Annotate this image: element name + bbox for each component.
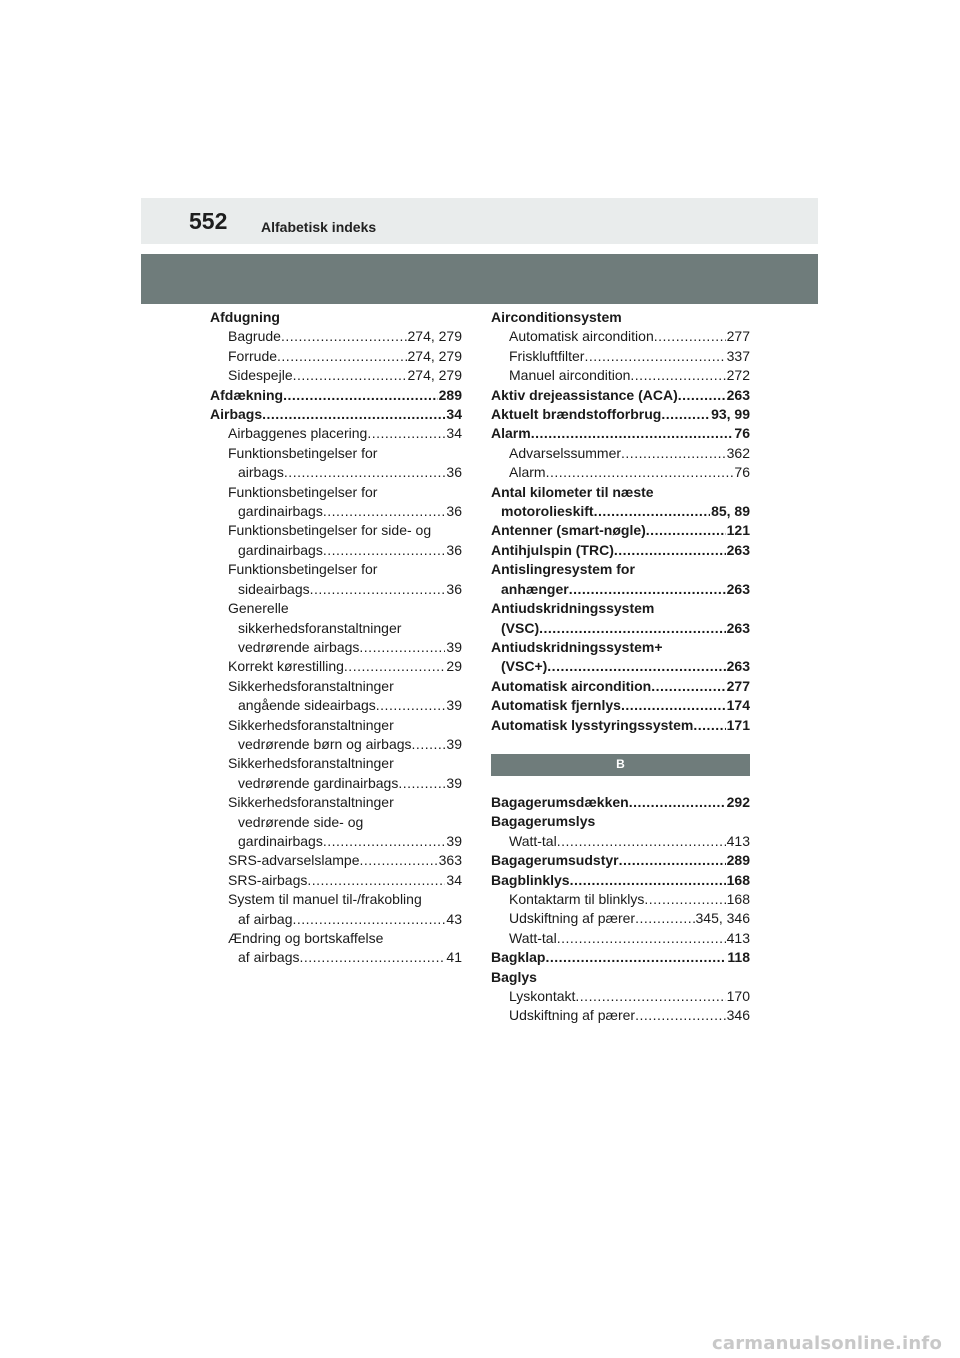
dot-leader bbox=[661, 405, 710, 424]
entry-text: Watt-tal bbox=[509, 832, 557, 849]
page-reference: 362 bbox=[726, 444, 750, 461]
index-entry bbox=[491, 521, 750, 540]
page-reference: 168 bbox=[726, 871, 750, 888]
entry-text: Afdækning bbox=[210, 386, 284, 403]
entry-text: Sikkerhedsforanstaltninger bbox=[228, 716, 394, 733]
index-column-left bbox=[210, 308, 462, 968]
dot-leader bbox=[557, 929, 726, 948]
dot-leader bbox=[412, 735, 446, 754]
page-reference: 39 bbox=[446, 832, 462, 849]
entry-text: Sikkerhedsforanstaltninger bbox=[228, 677, 394, 694]
entry-text: Bagagerumslys bbox=[491, 813, 596, 830]
entry-text: Manuel aircondition bbox=[509, 367, 631, 384]
watermark: carmanualsonline.info bbox=[712, 1333, 943, 1354]
index-entry bbox=[210, 386, 462, 405]
index-subentry bbox=[491, 463, 750, 482]
dot-leader bbox=[359, 638, 445, 657]
page-reference: 413 bbox=[726, 832, 750, 849]
dot-leader bbox=[651, 677, 725, 696]
dot-leader bbox=[654, 327, 726, 346]
page-reference: 289 bbox=[438, 386, 462, 403]
index-entry bbox=[491, 871, 750, 890]
entry-text: vedrørende airbags bbox=[238, 638, 360, 655]
dot-leader bbox=[584, 347, 725, 366]
entry-text: Alarm bbox=[491, 425, 531, 442]
dot-leader bbox=[281, 327, 407, 346]
entry-text: Advarselssummer bbox=[509, 444, 622, 461]
entry-text: System til manuel til-/frakobling bbox=[228, 891, 422, 908]
entry-text: Funktionsbetingelser for side- og bbox=[228, 522, 432, 539]
entry-text: Aktiv drejeassistance (ACA) bbox=[491, 386, 678, 403]
entry-text: Korrekt kørestilling bbox=[228, 658, 344, 675]
index-entry bbox=[491, 968, 750, 987]
entry-text: Generelle bbox=[228, 600, 289, 617]
entry-text: anhænger bbox=[501, 580, 569, 597]
dot-leader bbox=[547, 657, 725, 676]
entry-text: Udskiftning af pærer bbox=[509, 1007, 636, 1024]
dot-leader bbox=[614, 541, 726, 560]
dot-leader bbox=[299, 948, 445, 967]
page-reference: 168 bbox=[726, 890, 750, 907]
index-subentry bbox=[210, 851, 462, 870]
entry-text: Udskiftning af pærer bbox=[509, 910, 636, 927]
index-subentry bbox=[210, 521, 462, 560]
entry-text: Airbags bbox=[210, 406, 263, 423]
entry-text: Antiudskridningssystem+ bbox=[491, 638, 663, 655]
entry-text: Automatisk fjernlys bbox=[491, 697, 621, 714]
section-title: Alfabetisk indeks bbox=[261, 219, 377, 235]
entry-text: SRS-airbags bbox=[228, 871, 308, 888]
entry-text: (VSC+) bbox=[501, 658, 548, 675]
entry-text: Bagrude bbox=[228, 328, 281, 345]
index-subentry bbox=[491, 929, 750, 948]
page-reference: 263 bbox=[726, 386, 750, 403]
dot-leader bbox=[629, 793, 726, 812]
index-subentry bbox=[210, 677, 462, 716]
page-reference: 274, 279 bbox=[407, 367, 462, 384]
entry-text: Funktionsbetingelser for bbox=[228, 561, 378, 578]
entry-text: angående sideairbags bbox=[238, 697, 376, 714]
page-reference: 85, 89 bbox=[711, 503, 750, 520]
page-reference: 76 bbox=[734, 464, 750, 481]
page-reference: 39 bbox=[446, 774, 462, 791]
entry-text: Bagagerumsudstyr bbox=[491, 852, 619, 869]
index-entry bbox=[491, 541, 750, 560]
page-reference: 43 bbox=[446, 910, 462, 927]
index-subentry bbox=[210, 560, 462, 599]
dot-leader bbox=[575, 987, 725, 1006]
entry-text: Forrude bbox=[228, 347, 278, 364]
index-subentry bbox=[210, 793, 462, 851]
entry-text: Funktionsbetingelser for bbox=[228, 483, 378, 500]
index-subentry bbox=[210, 424, 462, 443]
index-subentry bbox=[210, 327, 462, 346]
index-subentry bbox=[210, 871, 462, 890]
page-reference: 274, 279 bbox=[407, 328, 462, 345]
index-subentry bbox=[210, 890, 462, 929]
entry-text: gardinairbags bbox=[238, 832, 323, 849]
index-subentry bbox=[491, 366, 750, 385]
index-entry bbox=[491, 793, 750, 812]
entry-text: Sikkerhedsforanstaltninger bbox=[228, 755, 394, 772]
page-reference: 39 bbox=[446, 697, 462, 714]
entry-text: Airconditionsystem bbox=[491, 309, 622, 325]
index-subentry bbox=[210, 483, 462, 522]
index-entry bbox=[491, 386, 750, 405]
entry-text: motorolieskift bbox=[501, 503, 594, 520]
dot-leader bbox=[310, 580, 446, 599]
dot-leader bbox=[284, 463, 446, 482]
page-reference: 345, 346 bbox=[695, 910, 750, 927]
entry-text: Kontaktarm til blinklys bbox=[509, 890, 645, 907]
page-reference: 363 bbox=[438, 852, 462, 869]
page-reference: 337 bbox=[726, 347, 750, 364]
dot-leader bbox=[323, 502, 446, 521]
dot-leader bbox=[398, 774, 445, 793]
entry-text: gardinairbags bbox=[238, 503, 323, 520]
entry-text: vedrørende side- og bbox=[238, 813, 364, 830]
page-reference: 174 bbox=[726, 697, 750, 714]
page-reference: 41 bbox=[446, 949, 462, 966]
page-reference: 34 bbox=[446, 425, 462, 442]
entry-text: Bagklap bbox=[491, 949, 546, 966]
dot-leader bbox=[630, 366, 725, 385]
dot-leader bbox=[569, 580, 726, 599]
entry-text: Lyskontakt bbox=[509, 988, 576, 1004]
index-entry bbox=[210, 308, 462, 327]
page-reference: 118 bbox=[727, 949, 750, 966]
entry-text: Afdugning bbox=[210, 309, 280, 325]
entry-text: vedrørende gardinairbags bbox=[238, 774, 399, 791]
index-entry bbox=[491, 812, 750, 831]
page-reference: 36 bbox=[446, 503, 462, 520]
dot-leader bbox=[621, 444, 726, 463]
index-entry bbox=[491, 696, 750, 715]
page-reference: 289 bbox=[726, 852, 750, 869]
index-subentry bbox=[210, 599, 462, 657]
index-entry bbox=[491, 638, 750, 677]
index-subentry bbox=[210, 929, 462, 968]
page-reference: 274, 279 bbox=[407, 347, 462, 364]
page-reference: 29 bbox=[446, 658, 462, 675]
page-reference: 34 bbox=[446, 871, 462, 888]
dot-leader bbox=[323, 832, 446, 851]
header-band bbox=[141, 254, 818, 304]
index-subentry bbox=[491, 1006, 750, 1025]
index-subentry bbox=[491, 832, 750, 851]
entry-text: (VSC) bbox=[501, 619, 540, 636]
index-subentry bbox=[210, 657, 462, 676]
page-reference: 292 bbox=[726, 793, 750, 810]
page-reference: 36 bbox=[446, 541, 462, 558]
index-entry bbox=[491, 677, 750, 696]
index-subentry bbox=[210, 366, 462, 385]
index-entry bbox=[491, 560, 750, 599]
entry-text: Baglys bbox=[491, 968, 537, 985]
entry-text: Aktuelt brændstofforbrug bbox=[491, 406, 662, 423]
dot-leader bbox=[693, 716, 725, 735]
index-entry bbox=[491, 483, 750, 522]
page-reference: 277 bbox=[726, 328, 750, 345]
dot-leader bbox=[262, 405, 445, 424]
entry-text: af airbags bbox=[238, 949, 300, 966]
entry-text: Watt-tal bbox=[509, 929, 557, 946]
dot-leader bbox=[292, 910, 445, 929]
index-entry bbox=[491, 599, 750, 638]
page-header bbox=[141, 198, 818, 244]
index-group-b bbox=[491, 793, 750, 1026]
dot-leader bbox=[594, 502, 710, 521]
index-subentry bbox=[210, 347, 462, 366]
page-reference: 93, 99 bbox=[711, 406, 750, 423]
page-reference: 76 bbox=[734, 425, 750, 442]
dot-leader bbox=[277, 347, 406, 366]
index-entry bbox=[491, 851, 750, 870]
dot-leader bbox=[635, 909, 694, 928]
entry-text: Antal kilometer til næste bbox=[491, 483, 654, 500]
index-entry bbox=[491, 948, 750, 967]
entry-text: SRS-advarselslampe bbox=[228, 852, 360, 869]
index-subentry bbox=[210, 754, 462, 793]
dot-leader bbox=[283, 386, 438, 405]
dot-leader bbox=[546, 463, 734, 482]
page-reference: 170 bbox=[726, 988, 750, 1004]
entry-text: Automatisk lysstyringssystem bbox=[491, 716, 694, 733]
dot-leader bbox=[531, 424, 734, 443]
page-reference: 36 bbox=[446, 580, 462, 597]
entry-text: Antihjulspin (TRC) bbox=[491, 541, 614, 558]
index-subentry bbox=[491, 987, 750, 1006]
entry-text: Bagagerumsdækken bbox=[491, 793, 629, 810]
dot-leader bbox=[644, 890, 725, 909]
entry-text: Automatisk aircondition bbox=[491, 677, 652, 694]
page-reference: 272 bbox=[726, 367, 750, 384]
index-group-a bbox=[491, 308, 750, 735]
page-reference: 34 bbox=[446, 406, 462, 423]
entry-text: vedrørende børn og airbags bbox=[238, 735, 412, 752]
page-reference: 346 bbox=[726, 1007, 750, 1024]
dot-leader bbox=[545, 948, 726, 967]
page-reference: 39 bbox=[446, 735, 462, 752]
index-entry bbox=[491, 405, 750, 424]
index-subentry bbox=[210, 716, 462, 755]
dot-leader bbox=[570, 871, 726, 890]
index-subentry bbox=[491, 909, 750, 928]
dot-leader bbox=[293, 366, 407, 385]
entry-text: Airbaggenes placering bbox=[228, 425, 368, 442]
index-entry bbox=[491, 424, 750, 443]
dot-leader bbox=[619, 851, 726, 870]
dot-leader bbox=[635, 1006, 726, 1025]
entry-text: Antiudskridningssystem bbox=[491, 600, 655, 617]
entry-text: Alarm bbox=[509, 464, 546, 481]
dot-leader bbox=[557, 832, 726, 851]
page-reference: 263 bbox=[726, 541, 750, 558]
entry-text: sideairbags bbox=[238, 580, 310, 597]
page-reference: 263 bbox=[726, 580, 750, 597]
entry-text: Friskluftfilter bbox=[509, 347, 585, 364]
page-reference: 39 bbox=[446, 638, 462, 655]
page-reference: 277 bbox=[726, 677, 750, 694]
dot-leader bbox=[344, 657, 446, 676]
dot-leader bbox=[360, 851, 438, 870]
entry-text: sikkerhedsforanstaltninger bbox=[238, 619, 402, 636]
page-reference: 263 bbox=[726, 619, 750, 636]
entry-text: Automatisk aircondition bbox=[509, 328, 654, 345]
index-entry bbox=[491, 308, 750, 327]
page-number: 552 bbox=[189, 208, 228, 234]
entry-text: gardinairbags bbox=[238, 541, 323, 558]
index-subentry bbox=[491, 890, 750, 909]
entry-text: Antislingresystem for bbox=[491, 561, 635, 578]
dot-leader bbox=[646, 521, 726, 540]
entry-text: Funktionsbetingelser for bbox=[228, 444, 378, 461]
index-subentry bbox=[491, 347, 750, 366]
index-entry bbox=[210, 405, 462, 424]
page-reference: 263 bbox=[726, 658, 750, 675]
index-subentry bbox=[210, 444, 462, 483]
page-reference: 413 bbox=[726, 929, 750, 946]
index-subentry bbox=[491, 327, 750, 346]
dot-leader bbox=[539, 619, 726, 638]
index-entry bbox=[491, 716, 750, 735]
dot-leader bbox=[678, 386, 726, 405]
page-reference: 36 bbox=[446, 464, 462, 481]
entry-text: Sikkerhedsforanstaltninger bbox=[228, 794, 394, 811]
dot-leader bbox=[367, 424, 445, 443]
entry-text: Antenner (smart-nøgle) bbox=[491, 522, 646, 539]
entry-text: Bagblinklys bbox=[491, 871, 570, 888]
dot-leader bbox=[323, 541, 446, 560]
page-reference: 171 bbox=[726, 716, 750, 733]
index-subentry bbox=[491, 444, 750, 463]
section-letter-b: B bbox=[491, 754, 750, 776]
entry-text: Sidespejle bbox=[228, 367, 293, 384]
dot-leader bbox=[376, 696, 446, 715]
dot-leader bbox=[621, 696, 726, 715]
entry-text: airbags bbox=[238, 464, 284, 481]
dot-leader bbox=[307, 871, 445, 890]
entry-text: af airbag bbox=[238, 910, 293, 927]
page-reference: 121 bbox=[726, 522, 750, 539]
index-column-right bbox=[491, 308, 750, 1026]
entry-text: Ændring og bortskaffelse bbox=[228, 930, 384, 946]
